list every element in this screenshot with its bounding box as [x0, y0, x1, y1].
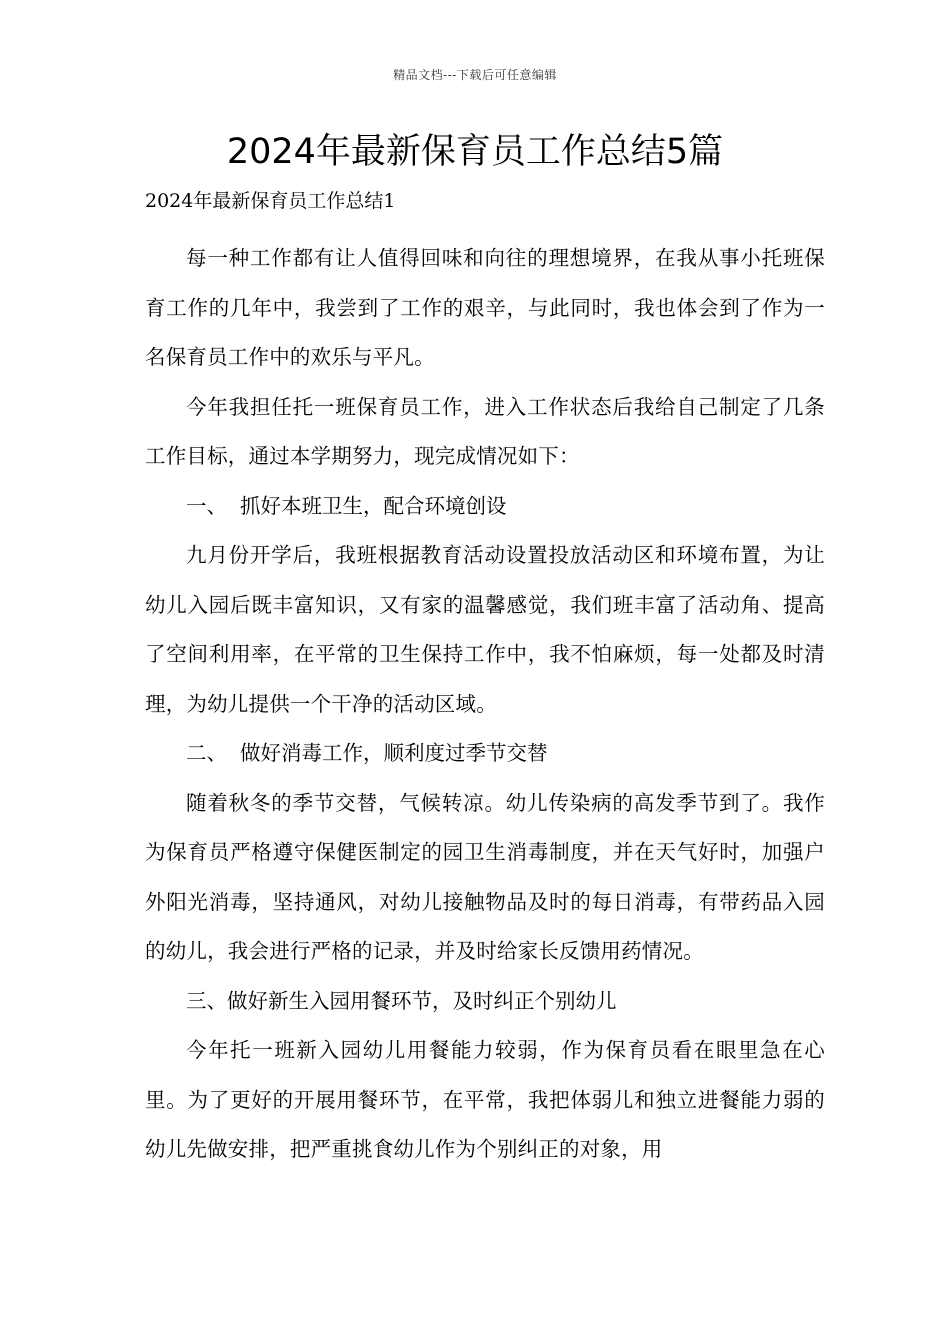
document-body: [145, 186, 825, 1175]
paragraph-intro: 每一种工作都有让人值得回味和向往的理想境界，在我从事小托班保育工作的几年中，我尝到了工作的艰辛，与此同时，我也体会到了作为一名保育员工作中的欢乐与平凡。: [145, 246, 825, 369]
section-heading-hygiene: 一、 抓好本班卫生，配合环境创设: [186, 493, 507, 518]
paragraph-meals: 今年托一班新入园幼儿用餐能力较弱，作为保育员看在眼里急在心里。为了更好的开展用餐环节，在平常，我把体弱儿和独立进餐能力弱的幼儿先做安排，把严重挑食幼儿作为个别纠正的对象，用: [145, 1038, 825, 1161]
section-heading-meals: 三、做好新生入园用餐环节，及时纠正个别幼儿: [186, 988, 617, 1013]
section-heading-disinfection: 二、 做好消毒工作，顺利度过季节交替: [186, 741, 548, 765]
paragraph-disinfection: 随着秋冬的季节交替，气候转凉。幼儿传染病的高发季节到了。我作为保育员严格遵守保健医制定的园卫生消毒制度，并在天气好时，加强户外阳光消毒，坚持通风，对幼儿接触物品及时的每日消毒，有带药品入园的幼儿，我会进行严格的记录，并及时给家长反馈用药情况。: [145, 790, 825, 963]
paragraph-hygiene: 九月份开学后，我班根据教育活动设置投放活动区和环境布置，为让幼儿入园后既丰富知识，又有家的温馨感觉，我们班丰富了活动角、提高了空间利用率，在平常的卫生保持工作中，我不怕麻烦，每一处都及时清理，为幼儿提供一个干净的活动区域。: [145, 543, 825, 716]
section-subtitle: 2024年最新保育员工作总结1: [145, 190, 396, 212]
header-note: 精品文档---下载后可任意编辑: [393, 68, 557, 82]
document-title: 2024年最新保育员工作总结5篇: [226, 132, 724, 172]
paragraph-goals: 今年我担任托一班保育员工作，进入工作状态后我给自己制定了几条工作目标，通过本学期努力，现完成情况如下：: [145, 394, 825, 468]
